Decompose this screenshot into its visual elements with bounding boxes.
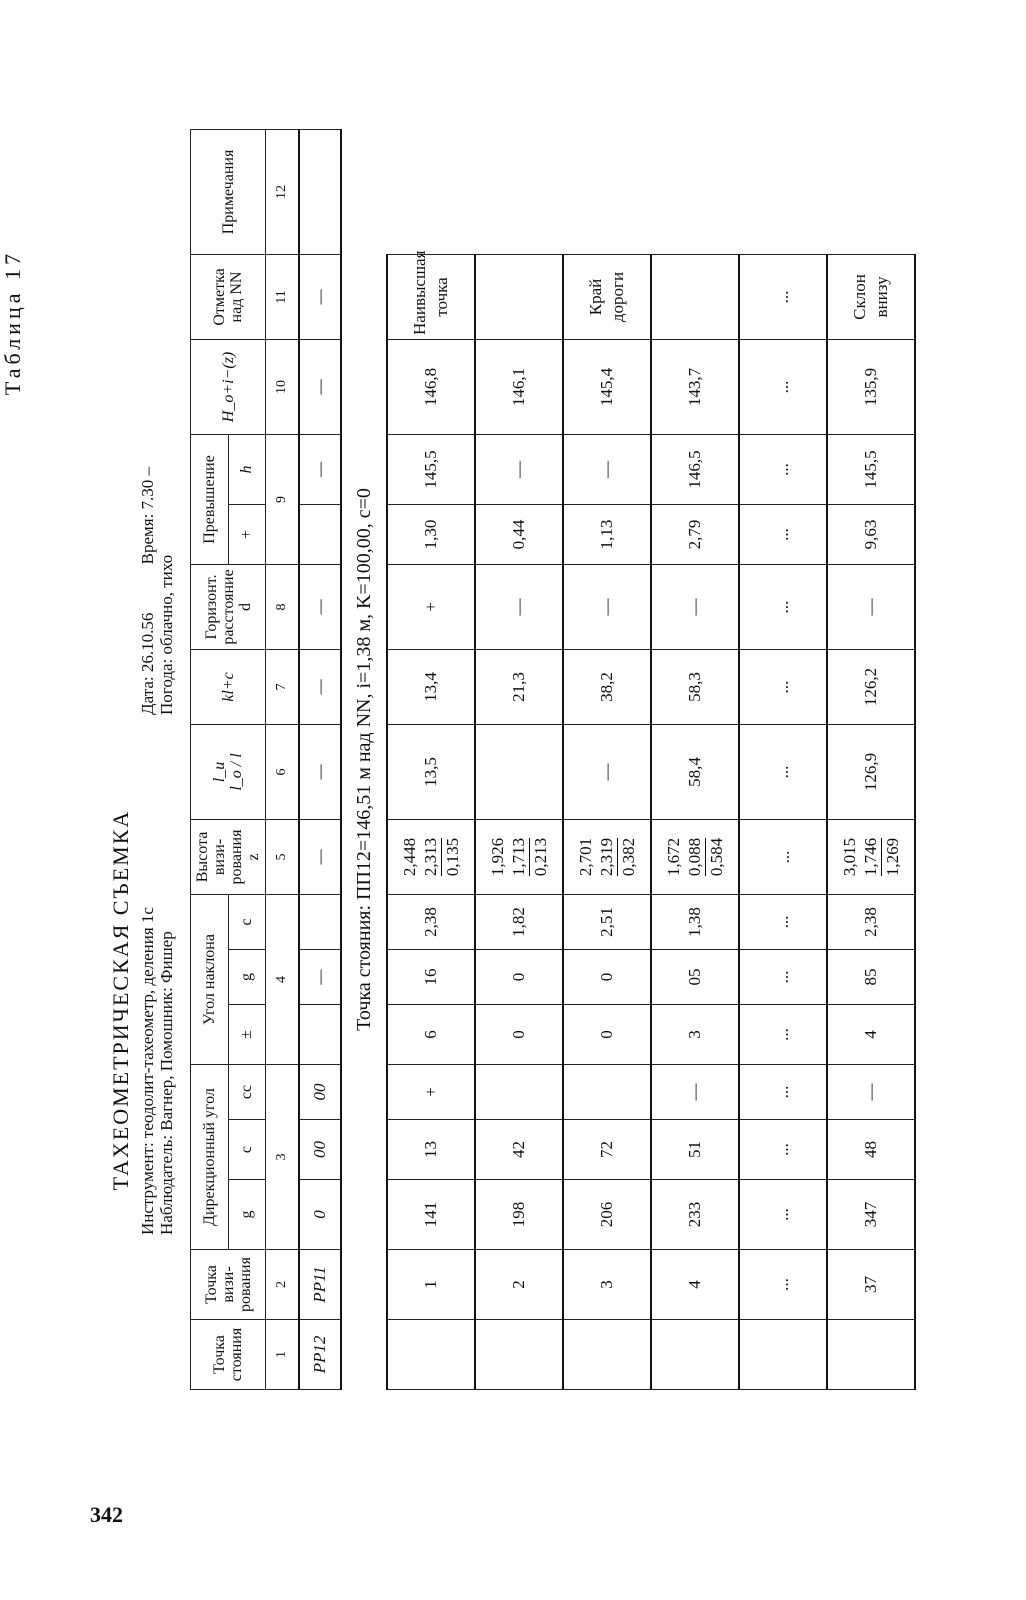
cell-nn: 143,7 <box>651 339 739 434</box>
cell-h: 2,79 <box>651 504 739 564</box>
cell-g: 141 <box>387 1180 475 1250</box>
header-elevation-diff: Превышение <box>191 434 229 564</box>
cell-d: 126,2 <box>827 649 915 724</box>
cell-hs: ... <box>739 564 827 649</box>
meta-instrument: Инструмент: теодолит-тахеометр, деления 1c <box>138 907 157 1235</box>
header-sight-height: Высота визи- рования z <box>191 819 266 894</box>
header-row-1 <box>191 129 229 1389</box>
station-target-cell: PP11 <box>299 1250 341 1320</box>
colnum: 8 <box>266 564 300 649</box>
station-caption: Точка стояния: ПП12=146,51 м над NN, i=1,38 м, K=100,00, c=0 <box>352 488 375 1031</box>
colnum: 1 <box>266 1320 300 1390</box>
cell-ic: 0 <box>475 950 563 1005</box>
cell-hz: 145,5 <box>387 434 475 504</box>
cell-target: 3 <box>563 1250 651 1320</box>
reading-lo: 0,088 <box>684 837 704 877</box>
station-dash <box>299 894 341 949</box>
cell-g: 206 <box>563 1180 651 1250</box>
cell-note: Склон внизу <box>827 254 915 339</box>
reading-lo: 1,713 <box>508 837 528 877</box>
station-dash: — <box>299 819 341 894</box>
cell-c: 13 <box>387 1120 475 1180</box>
reading-lu: 1,926 <box>487 837 507 877</box>
header-direction-angle: Дирекционный угол <box>191 1065 229 1250</box>
cell-target: ... <box>739 1250 827 1320</box>
station-dash: — <box>299 649 341 724</box>
station-dash: — <box>299 724 341 819</box>
cell-z: 1,38 <box>651 894 739 949</box>
cell-target: 4 <box>651 1250 739 1320</box>
cell-kl: 126,9 <box>827 724 915 819</box>
header-inclination-angle: Угол наклона <box>191 894 229 1064</box>
table-row <box>739 129 827 1389</box>
cell-c: 48 <box>827 1120 915 1180</box>
cell-h: 9,63 <box>827 504 915 564</box>
cell-hs: — <box>827 564 915 649</box>
colnum: 12 <box>266 129 300 254</box>
station-empty-cell <box>387 1320 475 1390</box>
cell-sign: — <box>827 1065 915 1120</box>
header-lo-l: l_o / l <box>228 753 245 791</box>
readings-cell <box>739 819 827 894</box>
reading-l: 0,382 <box>618 837 638 877</box>
cell-target: 2 <box>475 1250 563 1320</box>
station-c: 00 <box>299 1120 341 1180</box>
cell-ic: 16 <box>387 950 475 1005</box>
table-row <box>651 129 739 1389</box>
cell-hs: — <box>651 564 739 649</box>
cell-ic: ... <box>739 950 827 1005</box>
header-readings <box>191 724 266 819</box>
station-g: 0 <box>299 1180 341 1250</box>
station-cc: 00 <box>299 1065 341 1120</box>
colnum: 2 <box>266 1250 300 1320</box>
cell-hz: — <box>475 434 563 504</box>
cell-nn: ... <box>739 339 827 434</box>
cell-ig: 6 <box>387 1005 475 1065</box>
colnum: 6 <box>266 724 300 819</box>
meta-observer: Наблюдатель: Вагнер, Помошник: Фишер <box>157 931 176 1235</box>
header-diff-sign: + <box>228 504 266 564</box>
cell-sign: — <box>651 1065 739 1120</box>
reading-lu: 1,672 <box>663 837 683 877</box>
cell-z: 1,82 <box>475 894 563 949</box>
readings-cell <box>651 819 739 894</box>
station-dash <box>299 504 341 564</box>
cell-hs: + <box>387 564 475 649</box>
header-inc-c: c <box>228 894 266 949</box>
readings-cell <box>475 819 563 894</box>
station-dash <box>299 1005 341 1065</box>
header-inc-sign: ± <box>228 1005 266 1065</box>
cell-g: 233 <box>651 1180 739 1250</box>
cell-hz: — <box>563 434 651 504</box>
meta-time: Время: 7.30 – <box>138 466 157 565</box>
rotated-page-content <box>0 110 1026 1600</box>
table-row <box>563 129 651 1389</box>
cell-target: 1 <box>387 1250 475 1320</box>
station-dash: — <box>299 564 341 649</box>
cell-z: 2,51 <box>563 894 651 949</box>
cell-sign: + <box>387 1065 475 1120</box>
cell-note <box>475 254 563 339</box>
cell-hs: — <box>475 564 563 649</box>
colnum: 3 <box>266 1065 300 1250</box>
header-diff-h: h <box>228 434 266 504</box>
cell-h: ... <box>739 504 827 564</box>
header-lu: l_u <box>211 761 228 783</box>
cell-nn: 146,8 <box>387 339 475 434</box>
cell-d: 58,3 <box>651 649 739 724</box>
station-row <box>299 129 341 1389</box>
colnum: 10 <box>266 339 300 434</box>
cell-ic: 85 <box>827 950 915 1005</box>
station-empty-cell <box>827 1320 915 1390</box>
station-caption-row <box>341 129 387 1389</box>
reading-lo: 2,313 <box>420 837 440 877</box>
cell-d: 13,4 <box>387 649 475 724</box>
cell-kl: — <box>563 724 651 819</box>
cell-c: ... <box>739 1120 827 1180</box>
cell-ig: 0 <box>563 1005 651 1065</box>
cell-g: 347 <box>827 1180 915 1250</box>
cell-hz: ... <box>739 434 827 504</box>
header-dir-c: c <box>228 1120 266 1180</box>
header-notes: Примечания <box>191 129 266 254</box>
cell-c: 42 <box>475 1120 563 1180</box>
station-dash: — <box>299 950 341 1005</box>
reading-l: 1,269 <box>882 837 902 877</box>
reading-lu: 2,448 <box>399 837 419 877</box>
header-h-formula: H_o+i−(z) <box>191 339 266 434</box>
cell-ig: 4 <box>827 1005 915 1065</box>
station-empty-cell <box>651 1320 739 1390</box>
readings-cell <box>827 819 915 894</box>
cell-ig: 0 <box>475 1005 563 1065</box>
meta-right <box>138 467 176 715</box>
reading-lo: 2,319 <box>596 837 616 877</box>
cell-z: 2,38 <box>387 894 475 949</box>
header-distance: Горизонт. расстояние d <box>191 564 266 649</box>
reading-lo: 1,746 <box>860 837 880 877</box>
cell-h: 0,44 <box>475 504 563 564</box>
colnum: 4 <box>266 894 300 1064</box>
colnum: 7 <box>266 649 300 724</box>
cell-target: 37 <box>827 1250 915 1320</box>
readings-cell <box>563 819 651 894</box>
table-row <box>827 129 915 1389</box>
cell-z: ... <box>739 894 827 949</box>
header-dir-cc: cc <box>228 1065 266 1120</box>
cell-c: 51 <box>651 1120 739 1180</box>
header-height-nn: Отметка над NN <box>191 254 266 339</box>
reading-lu: ... <box>773 850 793 864</box>
cell-hz: 145,5 <box>827 434 915 504</box>
column-number-row <box>266 129 300 1389</box>
cell-note: Наивысшая точка <box>387 254 475 339</box>
table-label: Таблица 17 <box>0 250 25 396</box>
cell-d: 21,3 <box>475 649 563 724</box>
page-number: 342 <box>90 1502 123 1527</box>
cell-z: 2,38 <box>827 894 915 949</box>
station-dash: — <box>299 254 341 339</box>
cell-note: ... <box>739 254 827 339</box>
reading-lu: 2,701 <box>575 837 595 877</box>
readings-cell <box>387 819 475 894</box>
header-dir-g: g <box>228 1180 266 1250</box>
station-empty-cell <box>475 1320 563 1390</box>
cell-kl: 58,4 <box>651 724 739 819</box>
cell-g: ... <box>739 1180 827 1250</box>
station-cell: PP12 <box>299 1320 341 1390</box>
header-station: Точка стояния <box>191 1320 266 1390</box>
cell-d: 38,2 <box>563 649 651 724</box>
header-inc-g: g <box>228 950 266 1005</box>
reading-lu: 3,015 <box>839 837 859 877</box>
colnum: 5 <box>266 819 300 894</box>
station-note <box>299 129 341 254</box>
meta-weather: Погода: облачно, тихо <box>157 554 176 715</box>
cell-kl: 13,5 <box>387 724 475 819</box>
cell-sign <box>563 1065 651 1120</box>
cell-nn: 146,1 <box>475 339 563 434</box>
survey-table <box>190 129 916 1390</box>
colnum: 11 <box>266 254 300 339</box>
cell-ig: ... <box>739 1005 827 1065</box>
cell-kl: ... <box>739 724 827 819</box>
meta-date-time <box>138 467 157 715</box>
cell-c: 72 <box>563 1120 651 1180</box>
cell-d: ... <box>739 649 827 724</box>
station-empty-cell <box>563 1320 651 1390</box>
meta-left <box>138 907 176 1235</box>
reading-l: 0,213 <box>530 837 550 877</box>
cell-nn: 135,9 <box>827 339 915 434</box>
cell-nn: 145,4 <box>563 339 651 434</box>
station-dash: — <box>299 339 341 434</box>
cell-note <box>651 254 739 339</box>
header-kl: kl+c <box>191 649 266 724</box>
cell-hz: 146,5 <box>651 434 739 504</box>
cell-hs: — <box>563 564 651 649</box>
cell-g: 198 <box>475 1180 563 1250</box>
colnum: 9 <box>266 434 300 564</box>
station-dash: — <box>299 434 341 504</box>
cell-ig: 3 <box>651 1005 739 1065</box>
cell-sign <box>475 1065 563 1120</box>
cell-ic: 0 <box>563 950 651 1005</box>
document-title: ТАХЕОМЕТРИЧЕСКАЯ СЪЕМКА <box>108 809 133 1191</box>
cell-sign: ... <box>739 1065 827 1120</box>
cell-kl <box>475 724 563 819</box>
cell-h: 1,13 <box>563 504 651 564</box>
table-row <box>387 129 475 1389</box>
reading-l: 0,584 <box>706 837 726 877</box>
cell-note: Край дороги <box>563 254 651 339</box>
cell-ic: 05 <box>651 950 739 1005</box>
cell-h: 1,30 <box>387 504 475 564</box>
header-target: Точка визи- рования <box>191 1250 266 1320</box>
station-empty-cell <box>739 1320 827 1390</box>
table-row <box>475 129 563 1389</box>
meta-date: Дата: 26.10.56 <box>138 612 157 715</box>
reading-l: 0,135 <box>442 837 462 877</box>
